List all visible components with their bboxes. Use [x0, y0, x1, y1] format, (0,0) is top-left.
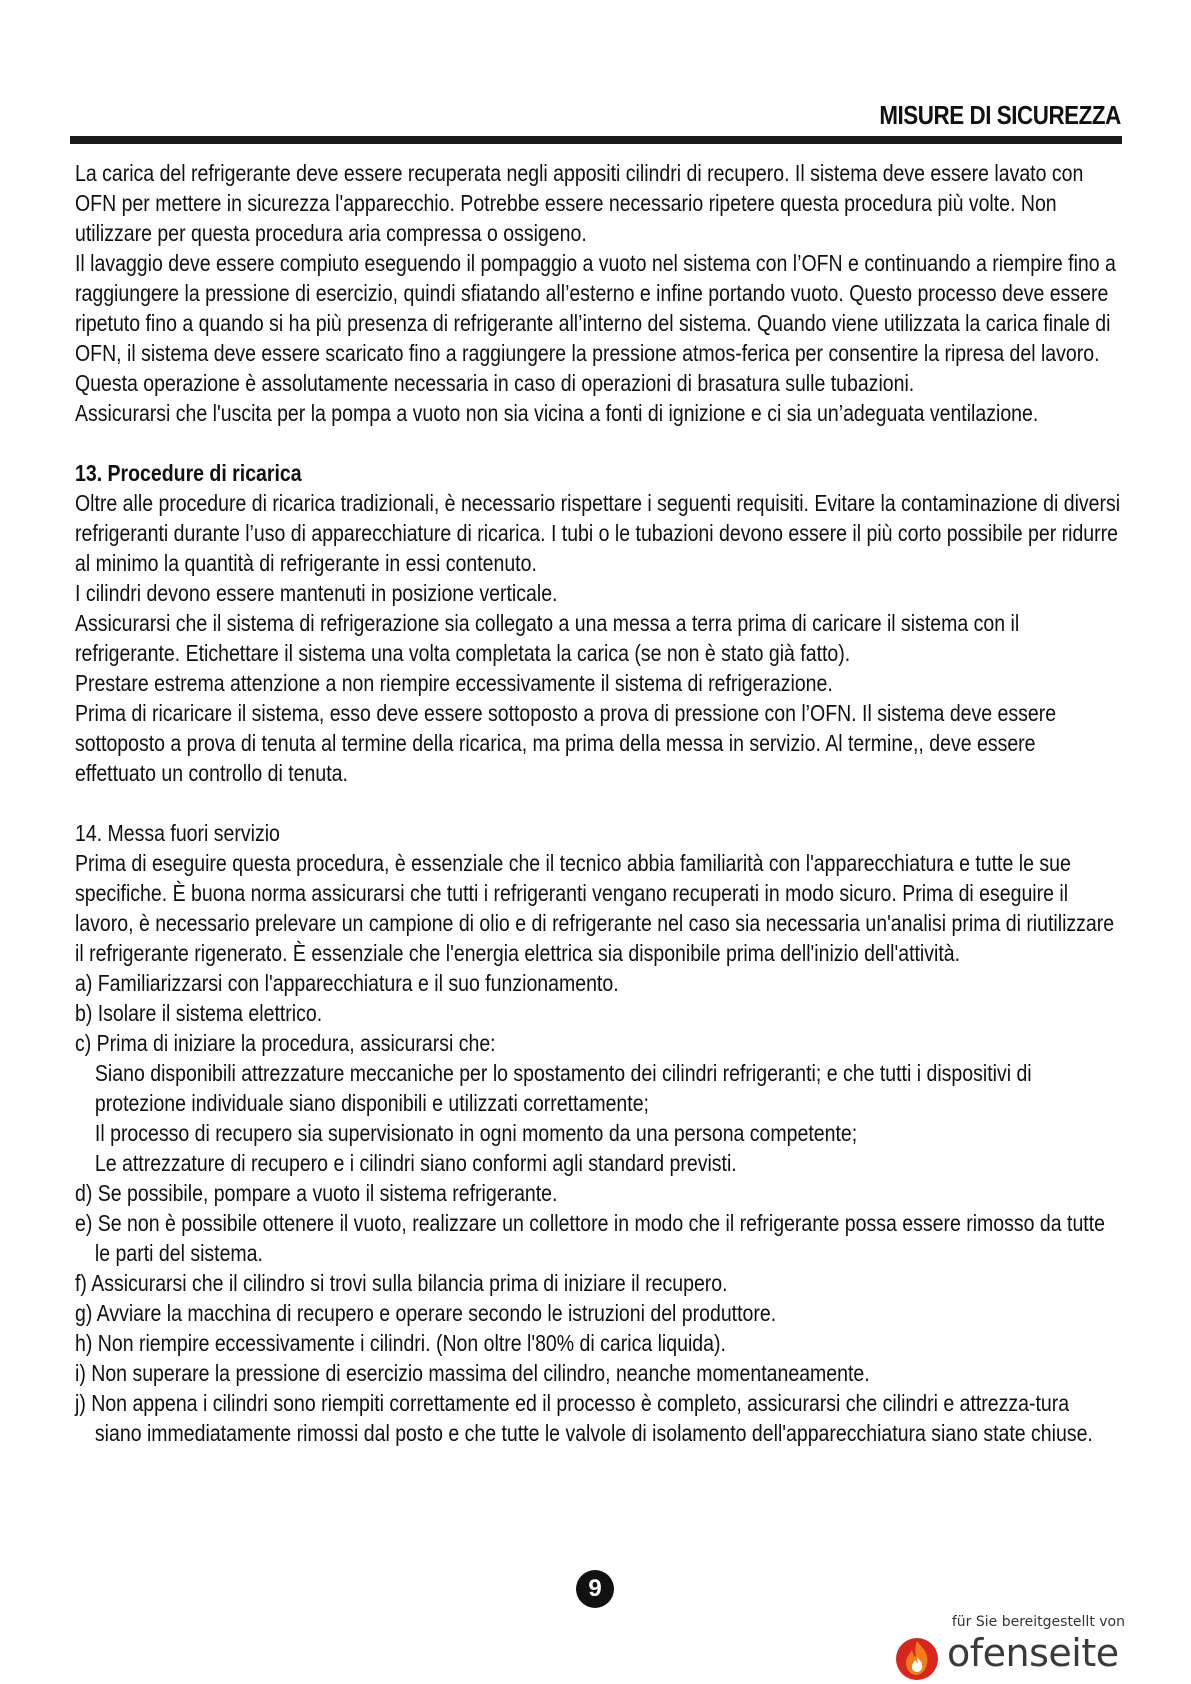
section-13-paragraph-5: Prima di ricaricare il sistema, esso deve essere sottoposto a prova di pressione con l’OFN. Il sistema deve essere sottoposto a prova di tenuta al termine della ricarica, ma prima della messa in servizio. Al termine,, deve essere effettuato un controllo di tenuta. — [75, 700, 1057, 786]
list-item-a: a) Familiarizzarsi con l'apparecchiatura e il suo funzionamento. — [75, 970, 619, 996]
section-13-paragraph-1: Oltre alle procedure di ricarica tradizionali, è necessario rispettare i seguenti requisiti. Evitare la contaminazione di diversi refrigeranti durante l’uso di apparecchiature di ricarica. I tubi o le tubazioni devono essere il più corto possibile per ridurre al minimo la quantità di refrigerante in essi contenuto. — [75, 490, 1121, 576]
page-content — [75, 158, 1121, 1448]
section-13-paragraph-2: I cilindri devono essere mantenuti in posizione verticale. — [75, 580, 558, 606]
list-item-e: e) Se non è possibile ottenere il vuoto, realizzare un collettore in modo che il refrigerante possa essere rimosso da tutte le parti del sistema. — [75, 1210, 1105, 1266]
list-item-c-sub-3: Le attrezzature di recupero e i cilindri siano conformi agli standard previsti. — [94, 1150, 737, 1176]
header-divider — [70, 136, 1122, 144]
section-13-heading: 13. Procedure di ricarica — [75, 460, 302, 486]
section-13-paragraph-3: Assicurarsi che il sistema di refrigerazione sia collegato a una messa a terra prima di caricare il sistema con il refrigerante. Etichettare il sistema una volta completata la carica (se non è stato già fatto). — [75, 610, 1020, 666]
flame-icon — [893, 1633, 941, 1681]
paragraph-refrigerant-recovery: La carica del refrigerante deve essere recuperata negli appositi cilindri di recupero. Il sistema deve essere lavato con OFN per mettere in sicurezza l'apparecchio. Potrebbe essere necessario ripetere questa procedura più volte. Non utilizzare per questa procedura aria compressa o ossigeno. — [75, 160, 1084, 246]
paragraph-vacuum-pump-outlet: Assicurarsi che l'uscita per la pompa a vuoto non sia vicina a fonti di ignizione e ci sia un’adeguata ventilazione. — [75, 400, 1039, 426]
list-item-c-sub-2: Il processo di recupero sia supervisionato in ogni momento da una persona competente; — [94, 1120, 858, 1146]
section-13-paragraph-4: Prestare estrema attenzione a non riempire eccessivamente il sistema di refrigerazione. — [75, 670, 833, 696]
list-item-f: f) Assicurarsi che il cilindro si trovi sulla bilancia prima di iniziare il recupero. — [75, 1270, 728, 1296]
list-item-i: i) Non superare la pressione di esercizio massima del cilindro, neanche momentaneamente. — [75, 1360, 870, 1386]
section-14-intro: Prima di eseguire questa procedura, è essenziale che il tecnico abbia familiarità con l'apparecchiatura e tutte le sue specifiche. È buona norma assicurarsi che tutti i refrigeranti vengano recuperati in modo sicuro. Prima di eseguire il lavoro, è necessario prelevare un campione di olio e di refrigerante nel caso sia necessaria un'analisi prima di riutilizzare il refrigerante rigenerato. È essenziale che l'energia elettrica sia disponibile prima dell'inizio dell'attività. — [75, 850, 1115, 966]
branding-caption: für Sie bereitgestellt von — [951, 1614, 1125, 1630]
list-item-j: j) Non appena i cilindri sono riempiti correttamente ed il processo è completo, assicurarsi che cilindri e attrezza-tura siano immediatamente rimossi dal posto e che tutte le valvole di isolamento dell'apparecchiatura siano state chiuse. — [75, 1390, 1093, 1446]
list-item-h: h) Non riempire eccessivamente i cilindri. (Non oltre l'80% di carica liquida). — [75, 1330, 726, 1356]
ofenseite-logo — [893, 1633, 1133, 1681]
list-item-d: d) Se possibile, pompare a vuoto il sistema refrigerante. — [75, 1180, 558, 1206]
page-number-badge: 9 — [576, 1570, 614, 1608]
page-header-title: MISURE DI SICUREZZA — [879, 100, 1121, 130]
list-item-g: g) Avviare la macchina di recupero e operare secondo le istruzioni del produttore. — [75, 1300, 777, 1326]
section-14-heading: 14. Messa fuori servizio — [75, 820, 280, 846]
list-item-c: c) Prima di iniziare la procedura, assicurarsi che: — [75, 1030, 496, 1056]
logo-wordmark: ofenseite — [947, 1631, 1119, 1675]
list-item-b: b) Isolare il sistema elettrico. — [75, 1000, 323, 1026]
list-item-c-sub-1: Siano disponibili attrezzature meccaniche per lo spostamento dei cilindri refrigeranti; e che tutti i dispositivi di protezione individuale siano disponibili e utilizzati correttamente; — [94, 1060, 1032, 1116]
paragraph-flushing-procedure: Il lavaggio deve essere compiuto eseguendo il pompaggio a vuoto nel sistema con l’OFN e continuando a riempire fino a raggiungere la pressione di esercizio, quindi sfiatando all’esterno e infine portando vuoto. Questo processo deve essere ripetuto fino a quando si ha più presenza di refrigerante all’interno del sistema. Quando viene utilizzata la carica finale di OFN, il sistema deve essere scaricato fino a raggiungere la pressione atmos-ferica per consentire la ripresa del lavoro. Questa operazione è assolutamente necessaria in caso di operazioni di brasatura sulle tubazioni. — [75, 250, 1116, 396]
